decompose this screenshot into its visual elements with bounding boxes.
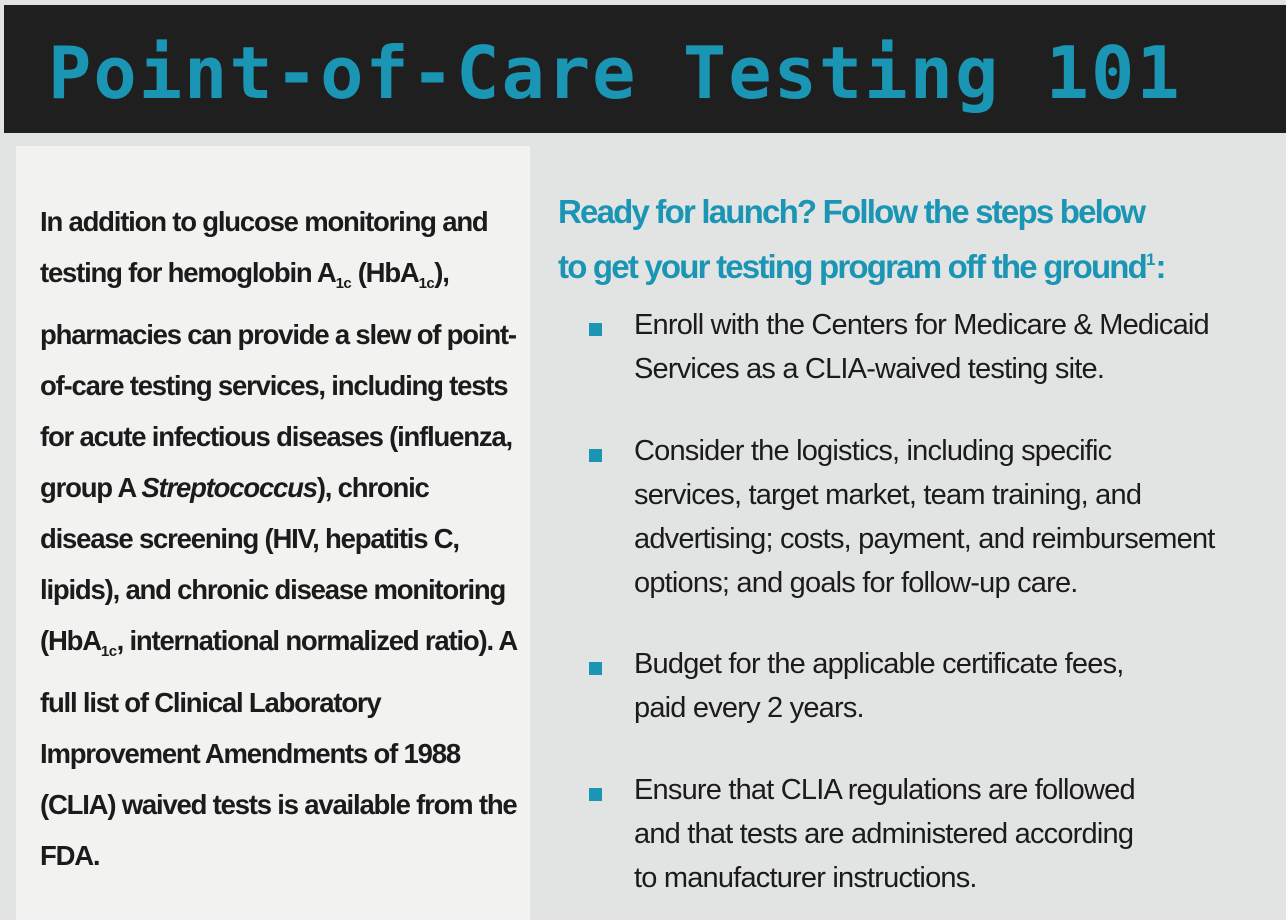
steps-panel: [558, 188, 1258, 894]
step-text: [634, 303, 1254, 391]
intro-text-5: , international normalized ratio). A full list of Clinical Laboratory Improvement Amendments of 1988 (CLIA) waived tests is available from the FDA.: [40, 625, 517, 871]
step-text: [634, 429, 1254, 605]
subscript-1c: 1c: [100, 643, 117, 660]
square-bullet-icon: [589, 788, 602, 801]
step-line: Enroll with the Centers for Medicare & Medicaid: [634, 309, 1209, 341]
square-bullet-icon: [589, 662, 602, 675]
step-line: and that tests are administered according: [634, 818, 1134, 850]
intro-text-4: ), chronic disease screening (HIV, hepatitis C, lipids), and chronic disease monitoring (HbA: [40, 472, 506, 656]
square-bullet-icon: [589, 449, 602, 462]
intro-text-3: ), pharmacies can provide a slew of point-of-care testing services, including tests for acute infectious diseases (influenza, group A: [40, 257, 516, 503]
step-line: Consider the logistics, including specific: [634, 435, 1112, 467]
header-bar: [4, 5, 1286, 133]
footnote-marker: 1: [1146, 250, 1156, 269]
step-line: Services as a CLIA-waived testing site.: [634, 353, 1105, 385]
intro-text-2: (HbA: [351, 257, 419, 288]
content-area: [0, 133, 1286, 920]
step-text: [634, 768, 1254, 900]
intro-italic-streptococcus: Streptococcus: [141, 472, 317, 503]
intro-text-1: In addition to glucose monitoring and testing for hemoglobin A: [40, 206, 488, 288]
step-line: Ensure that CLIA regulations are followed: [634, 774, 1135, 806]
page-title: Point-of-Care Testing 101: [48, 31, 1182, 115]
heading-colon: :: [1155, 248, 1165, 285]
step-text: [634, 642, 1254, 730]
step-line: services, target market, team training, and: [634, 479, 1142, 511]
step-line: Budget for the applicable certificate fees,: [634, 648, 1124, 680]
subscript-1c: 1c: [418, 275, 435, 292]
intro-panel: [16, 146, 530, 920]
steps-heading-line-2: to get your testing program off the ground: [558, 248, 1147, 285]
subscript-1c: 1c: [335, 275, 352, 292]
steps-heading: [558, 188, 1258, 291]
step-line: to manufacturer instructions.: [634, 862, 977, 894]
intro-paragraph: [40, 196, 518, 881]
steps-heading-line-1: Ready for launch? Follow the steps below: [558, 193, 1145, 230]
step-line: options; and goals for follow-up care.: [634, 567, 1078, 599]
step-line: paid every 2 years.: [634, 692, 864, 724]
step-line: advertising; costs, payment, and reimbursement: [634, 523, 1215, 555]
square-bullet-icon: [589, 323, 602, 336]
